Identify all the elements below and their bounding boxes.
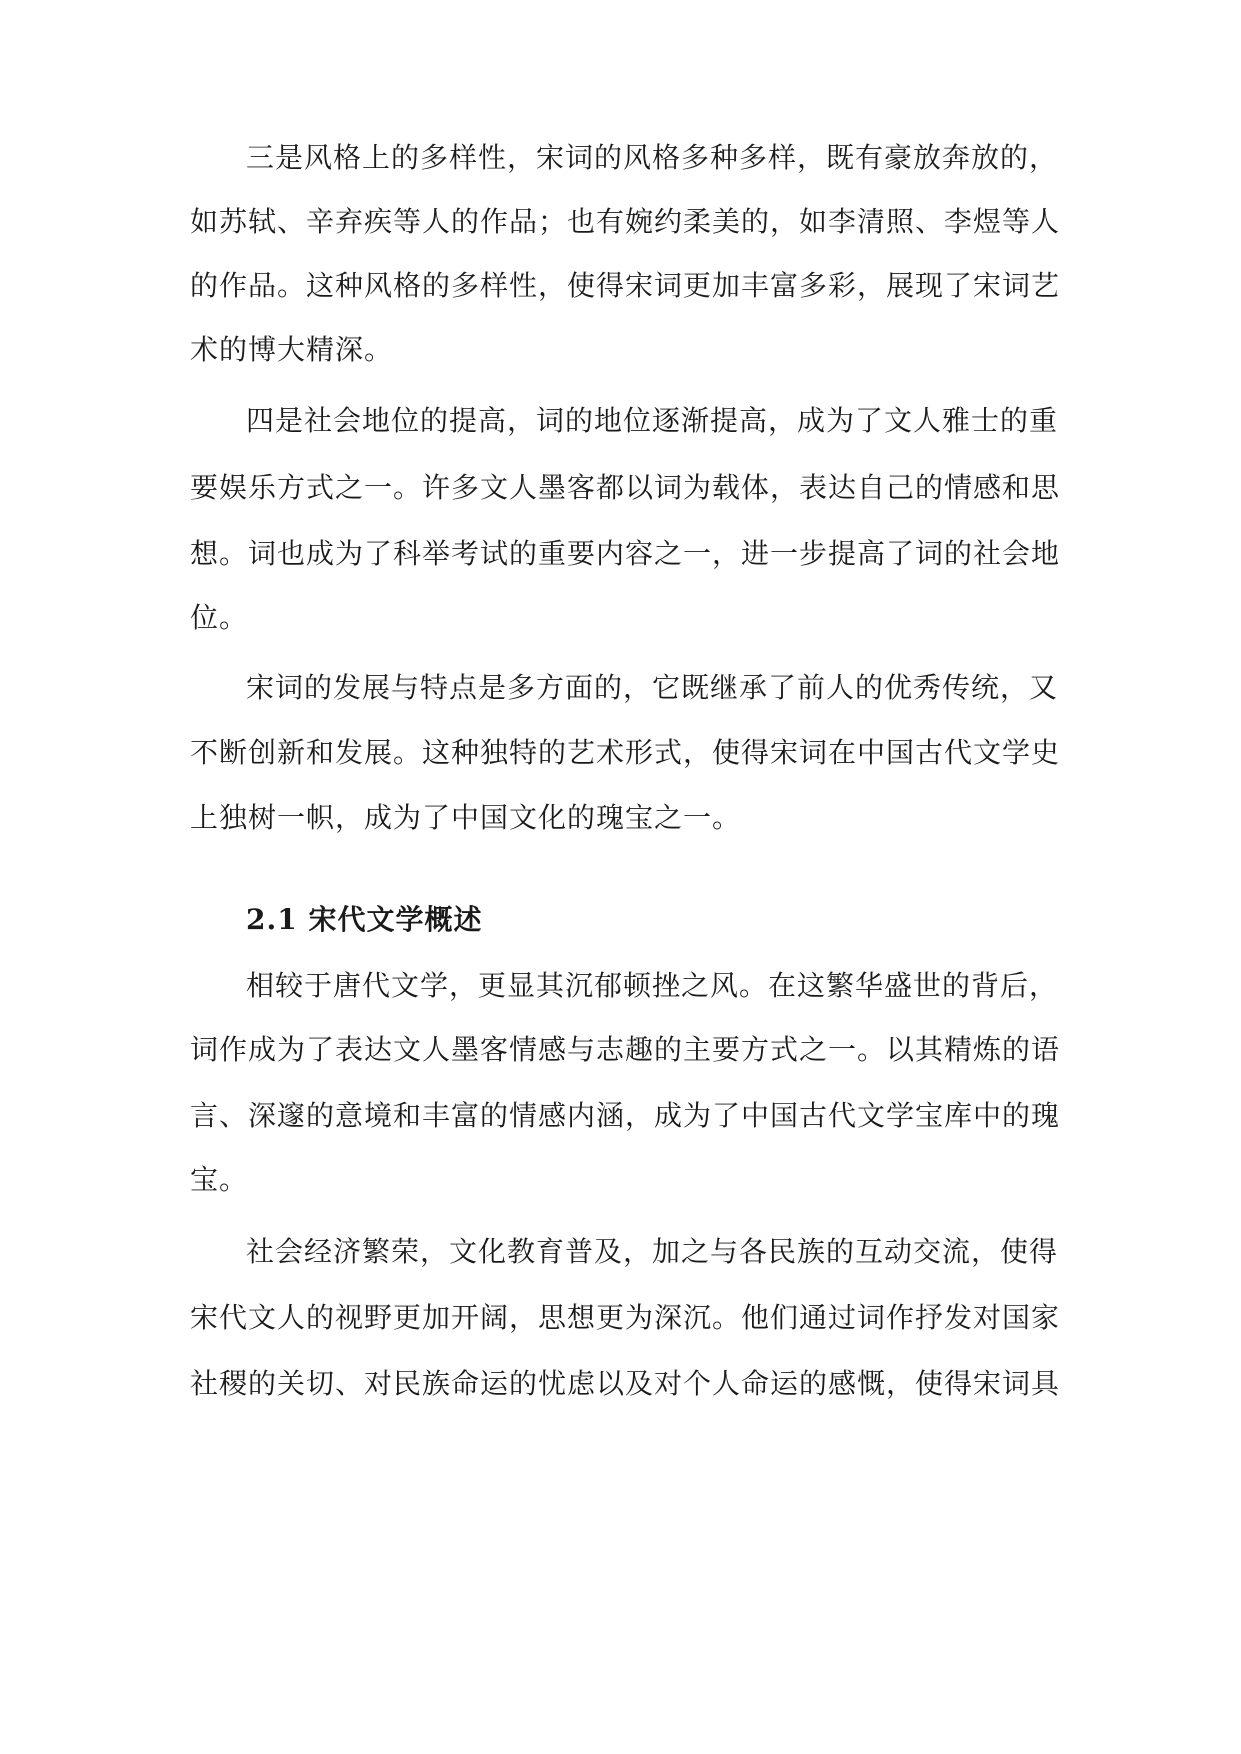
section-heading: 2.1 宋代文学概述 xyxy=(246,903,483,936)
section-paragraph-1-line-1: 相较于唐代文学，更显其沉郁顿挫之风。在这繁华盛世的背后， xyxy=(246,969,1059,1002)
paragraph-1-line-1: 三是风格上的多样性，宋词的风格多种多样，既有豪放奔放的， xyxy=(246,141,1059,174)
paragraph-1-line-2: 如苏轼、辛弃疾等人的作品；也有婉约柔美的，如李清照、李煜等人 xyxy=(190,205,1061,238)
section-paragraph-2-line-2: 宋代文人的视野更加开阔，思想更为深沉。他们通过词作抒发对国家 xyxy=(190,1301,1061,1334)
section-paragraph-1-line-3: 言、深邃的意境和丰富的情感内涵，成为了中国古代文学宝库中的瑰 xyxy=(190,1099,1061,1132)
section-paragraph-1-line-2: 词作成为了表达文人墨客情感与志趣的主要方式之一。以其精炼的语 xyxy=(190,1033,1061,1066)
section-paragraph-2-line-1: 社会经济繁荣，文化教育普及，加之与各民族的互动交流，使得 xyxy=(246,1235,1059,1268)
paragraph-3-line-2: 不断创新和发展。这种独特的艺术形式，使得宋词在中国古代文学史 xyxy=(190,736,1061,769)
paragraph-1-line-3: 的作品。这种风格的多样性，使得宋词更加丰富多彩，展现了宋词艺 xyxy=(190,269,1061,302)
paragraph-3-line-1: 宋词的发展与特点是多方面的，它既继承了前人的优秀传统，又 xyxy=(246,671,1059,704)
paragraph-2-line-3: 想。词也成为了科举考试的重要内容之一，进一步提高了词的社会地 xyxy=(190,537,1061,570)
section-paragraph-2-line-3: 社稷的关切、对民族命运的忧虑以及对个人命运的感慨，使得宋词具 xyxy=(190,1367,1061,1400)
paragraph-2-line-4: 位。 xyxy=(190,601,249,634)
paragraph-2-line-1: 四是社会地位的提高，词的地位逐渐提高，成为了文人雅士的重 xyxy=(246,404,1059,437)
paragraph-2-line-2: 要娱乐方式之一。许多文人墨客都以词为载体，表达自己的情感和思 xyxy=(190,471,1061,504)
section-paragraph-1-line-4: 宝。 xyxy=(190,1163,249,1196)
paragraph-3-line-3: 上独树一帜，成为了中国文化的瑰宝之一。 xyxy=(190,801,742,834)
paragraph-1-line-4: 术的博大精深。 xyxy=(190,333,394,366)
